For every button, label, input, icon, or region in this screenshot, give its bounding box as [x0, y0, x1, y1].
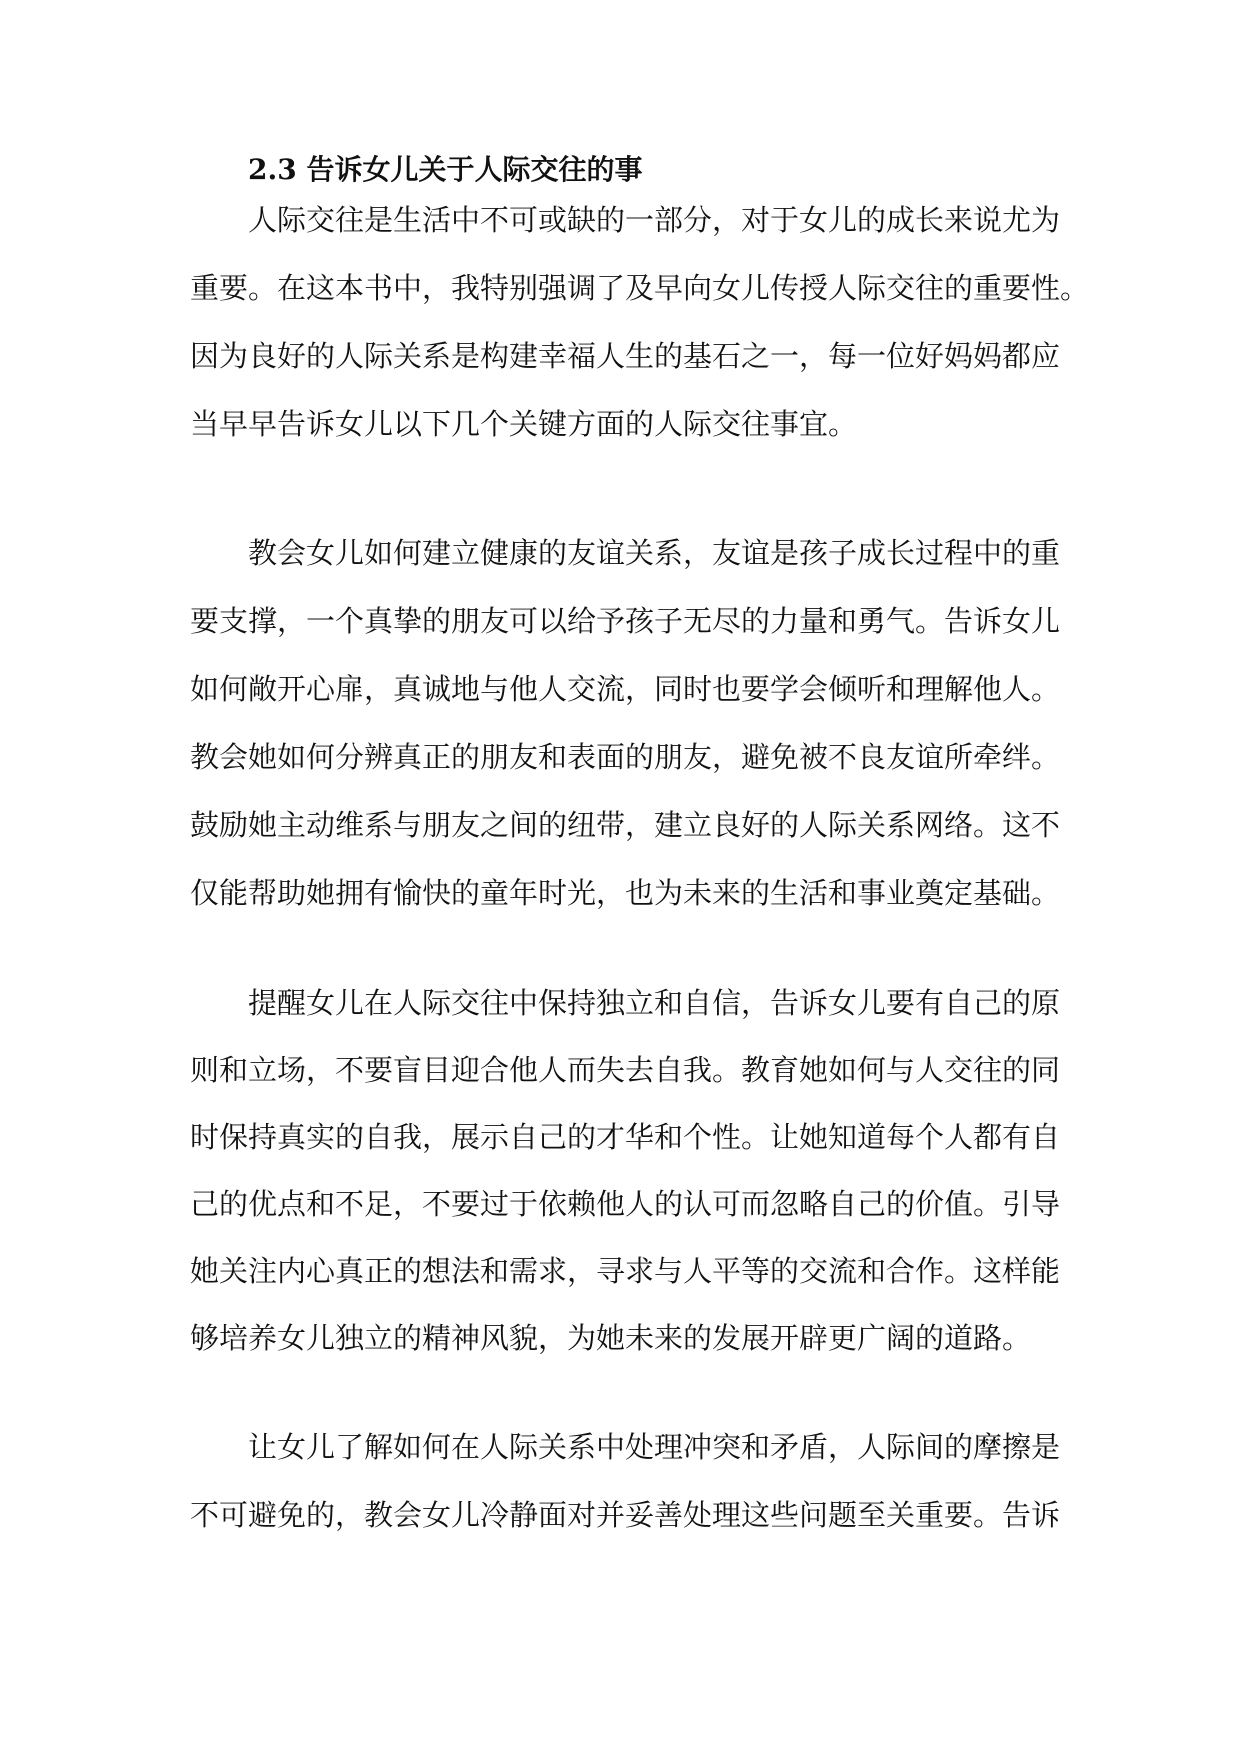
paragraph-3-line-6: 够培养女儿独立的精神风貌，为她未来的发展开辟更广阔的道路。 [190, 1321, 1032, 1355]
paragraph-2-line-3: 如何敞开心扉，真诚地与他人交流，同时也要学会倾听和理解他人。 [190, 672, 1061, 706]
paragraph-3-line-3: 时保持真实的自我，展示自己的才华和个性。让她知道每个人都有自 [190, 1120, 1061, 1154]
paragraph-4-line-1: 让女儿了解如何在人际关系中处理冲突和矛盾，人际间的摩擦是 [248, 1430, 1061, 1464]
paragraph-4-line-2: 不可避免的，教会女儿冷静面对并妥善处理这些问题至关重要。告诉 [190, 1498, 1061, 1532]
paragraph-1-line-3: 因为良好的人际关系是构建幸福人生的基石之一，每一位好妈妈都应 [190, 339, 1061, 373]
paragraph-3-line-2: 则和立场，不要盲目迎合他人而失去自我。教育她如何与人交往的同 [190, 1053, 1061, 1087]
paragraph-2-line-5: 鼓励她主动维系与朋友之间的纽带，建立良好的人际关系网络。这不 [190, 808, 1061, 842]
paragraph-3-line-5: 她关注内心真正的想法和需求，寻求与人平等的交流和合作。这样能 [190, 1254, 1061, 1288]
paragraph-3-line-4: 己的优点和不足，不要过于依赖他人的认可而忽略自己的价值。引导 [190, 1187, 1061, 1221]
section-heading: 2.3 告诉女儿关于人际交往的事 [248, 153, 643, 186]
paragraph-1-line-2: 重要。在这本书中，我特别强调了及早向女儿传授人际交往的重要性。 [190, 271, 1090, 305]
paragraph-1-line-1: 人际交往是生活中不可或缺的一部分，对于女儿的成长来说尤为 [248, 203, 1061, 237]
paragraph-2-line-2: 要支撑，一个真挚的朋友可以给予孩子无尽的力量和勇气。告诉女儿 [190, 604, 1061, 638]
paragraph-2-line-6: 仅能帮助她拥有愉快的童年时光，也为未来的生活和事业奠定基础。 [190, 876, 1061, 910]
paragraph-2-line-1: 教会女儿如何建立健康的友谊关系，友谊是孩子成长过程中的重 [248, 536, 1061, 570]
paragraph-2-line-4: 教会她如何分辨真正的朋友和表面的朋友，避免被不良友谊所牵绊。 [190, 740, 1061, 774]
paragraph-1-line-4: 当早早告诉女儿以下几个关键方面的人际交往事宜。 [190, 407, 858, 441]
paragraph-3-line-1: 提醒女儿在人际交往中保持独立和自信，告诉女儿要有自己的原 [248, 986, 1061, 1020]
